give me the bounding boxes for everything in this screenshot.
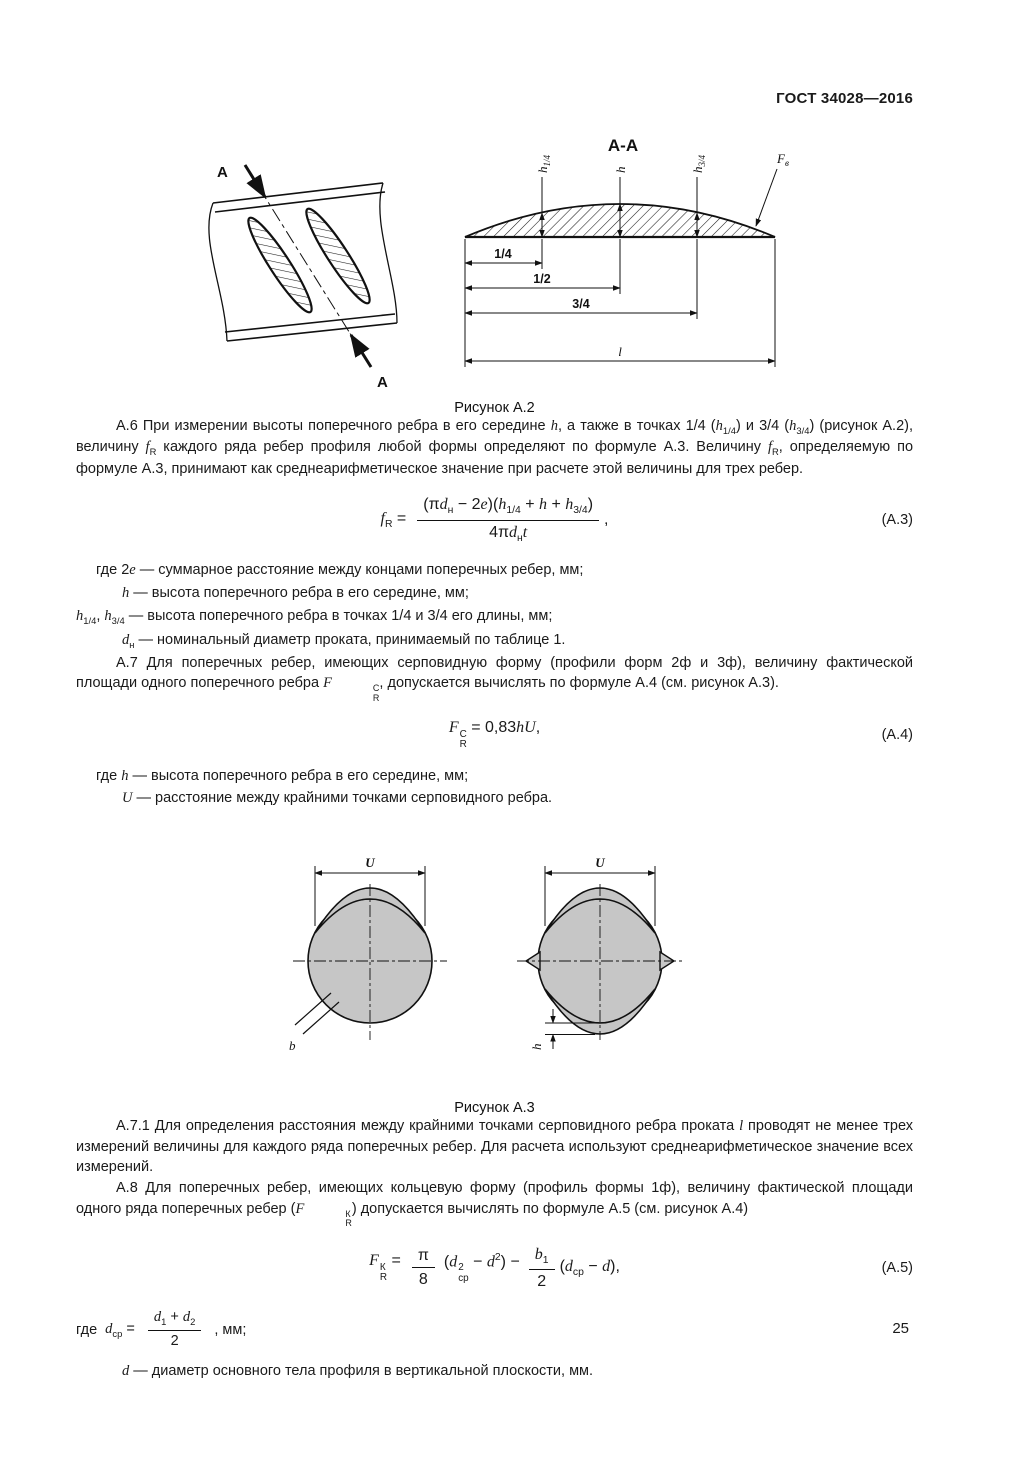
b-tick-1 <box>303 1002 339 1034</box>
section-arrow-top <box>245 165 265 197</box>
figure-a2-drawing <box>185 129 805 391</box>
formula-a5 <box>76 1245 913 1292</box>
def-h: h — высота поперечного ребра в его середине, мм; <box>122 585 469 602</box>
paragraph-a6: А.6 При измерении высоты поперечного ребра в его середине h, а также в точках 1/4 $(h_{1/4})$ и 3/4 $(h_{3/4})$ (рисунок А.2), величину $f_R$ каждого ряда ребер профиля любой формы определяют по формуле А.3. Величину $f_R$, определяемую по формуле А.3, принимают как среднеарифметическое значение при расчете этой величины для трех ребер. <box>76 418 914 477</box>
fb-leader-line <box>756 169 777 226</box>
section-letter-top: А <box>216 164 228 181</box>
def-dcp-fraction <box>148 1309 202 1350</box>
formula-a5-f2-num: $b_1$ <box>529 1245 555 1271</box>
dim-label-h14: $h_{1/4}$ <box>534 154 552 173</box>
dim-label-quarter: 1/4 <box>493 247 512 261</box>
figure-a3-caption: Рисунок А.3 <box>454 1100 535 1117</box>
def-d: d — диаметр основного тела профиля в вертикальной плоскости, мм. <box>122 1362 594 1379</box>
section-title: А-А <box>607 136 638 155</box>
formula-a3-lhs: $f_R$ = <box>380 510 407 531</box>
formula-a5-f1-den: 8 <box>418 1271 428 1289</box>
dim-label-length: l <box>617 344 622 359</box>
def-dcp-tail: , мм; <box>214 1321 247 1338</box>
formula-a3-denominator: $4\pi d_нt$ <box>489 523 528 544</box>
paragraph-a8: А.8 Для поперечных ребер, имеющих кольцевую форму (профиль формы 1ф), величину фактической площади одного ряда поперечных ребер (F К R ) допускается вычислять по формуле А.5 (см. рисунок А.4) <box>76 1180 913 1229</box>
formula-a5-fraction-2 <box>529 1245 555 1292</box>
def-2e: где 2e — суммарное расстояние между концами поперечных ребер, мм; <box>96 562 584 579</box>
formula-a5-lhs: F К R = <box>369 1252 401 1284</box>
formula-a4-number: (А.4) <box>881 726 913 743</box>
formula-a5-f2-den: 2 <box>537 1273 547 1291</box>
def-dcp-lead: где <box>76 1321 98 1338</box>
formula-a5-fraction-1 <box>412 1246 435 1289</box>
definitions-a3 <box>76 559 913 652</box>
formula-a3-numerator: $(\pi d_н - 2e)(h_{1/4} + h + h_{3/4})$ <box>417 495 599 521</box>
paragraph-a71: А.7.1 Для определения расстояния между крайними точками серповидного ребра проката l проводят не менее трех измерений величины для каждого ряда поперечных ребер. Для расчета используют среднеарифметическое значение всех измерений. <box>76 1118 913 1176</box>
definitions-a4 <box>76 765 913 811</box>
definitions-a5 <box>76 1360 913 1383</box>
figure-a2-caption: Рисунок А.2 <box>454 400 535 416</box>
doc-number: ГОСТ 34028—2016 <box>776 90 913 107</box>
crescent-section-right <box>517 866 683 1049</box>
formula-a5-tail: $(d_{ср} - d)$, <box>559 1257 620 1279</box>
formula-a3 <box>76 495 913 545</box>
def-u: U — расстояние между крайними точками серповидного ребра. <box>122 790 553 807</box>
fb-label: $F_в$ <box>776 151 789 168</box>
rebar-side-view <box>208 165 396 367</box>
crescent-section-left <box>293 866 447 1040</box>
section-letter-bottom: А <box>376 374 388 391</box>
figure-a2 <box>76 129 913 416</box>
formula-a3-fraction <box>417 495 599 545</box>
formula-a4-body: F С R = 0,83hU, <box>448 719 541 751</box>
page-number: 25 <box>892 1320 909 1337</box>
u-label-right: U <box>594 855 605 871</box>
def-dn: $d_н$ — номинальный диаметр проката, принимаемый по таблице 1. <box>122 632 566 650</box>
u-label-left: U <box>364 855 375 871</box>
section-arrow-bottom <box>351 335 371 367</box>
dim-label-threequarter: 3/4 <box>571 297 590 311</box>
figure-a3-drawing <box>245 826 745 1091</box>
dim-label-half: 1/2 <box>532 272 551 286</box>
def-h2: где h — высота поперечного ребра в его середине, мм; <box>96 767 469 784</box>
figure-a3 <box>76 826 913 1116</box>
rib-section-view <box>465 166 777 367</box>
dim-label-h34: $h_{3/4}$ <box>689 154 707 173</box>
formula-a3-tail: , <box>604 511 609 529</box>
h-label: h <box>528 1043 544 1051</box>
def-dcp-den: 2 <box>170 1332 179 1349</box>
def-dcp-num: $d_1 + d_2$ <box>148 1309 202 1330</box>
def-dcp-lhs: $d_{ср}$ = <box>105 1320 135 1339</box>
def-h14-h34: $h_{1/4}$, $h_{3/4}$ — высота поперечного ребра в точках 1/4 и 3/4 его длины, мм; <box>76 608 553 627</box>
formula-a4 <box>76 719 913 750</box>
formula-a5-f1-num: π <box>412 1246 435 1268</box>
formula-a3-number: (А.3) <box>881 512 913 529</box>
paragraph-a7: А.7 Для поперечных ребер, имеющих серповидную форму (профили форм 2ф и 3ф), величину фактической площади одного поперечного ребра F С R , допускается вычислять по формуле А.4 (см. рисунок А.3). <box>76 654 913 703</box>
definition-dcp <box>76 1309 913 1350</box>
formula-a5-number: (А.5) <box>881 1259 913 1276</box>
b-label: b <box>288 1038 295 1054</box>
b-tick-2 <box>295 993 331 1025</box>
dim-label-h: h <box>612 166 628 173</box>
formula-a5-middle: (d 2 ср − $d^2$) − <box>443 1251 520 1284</box>
